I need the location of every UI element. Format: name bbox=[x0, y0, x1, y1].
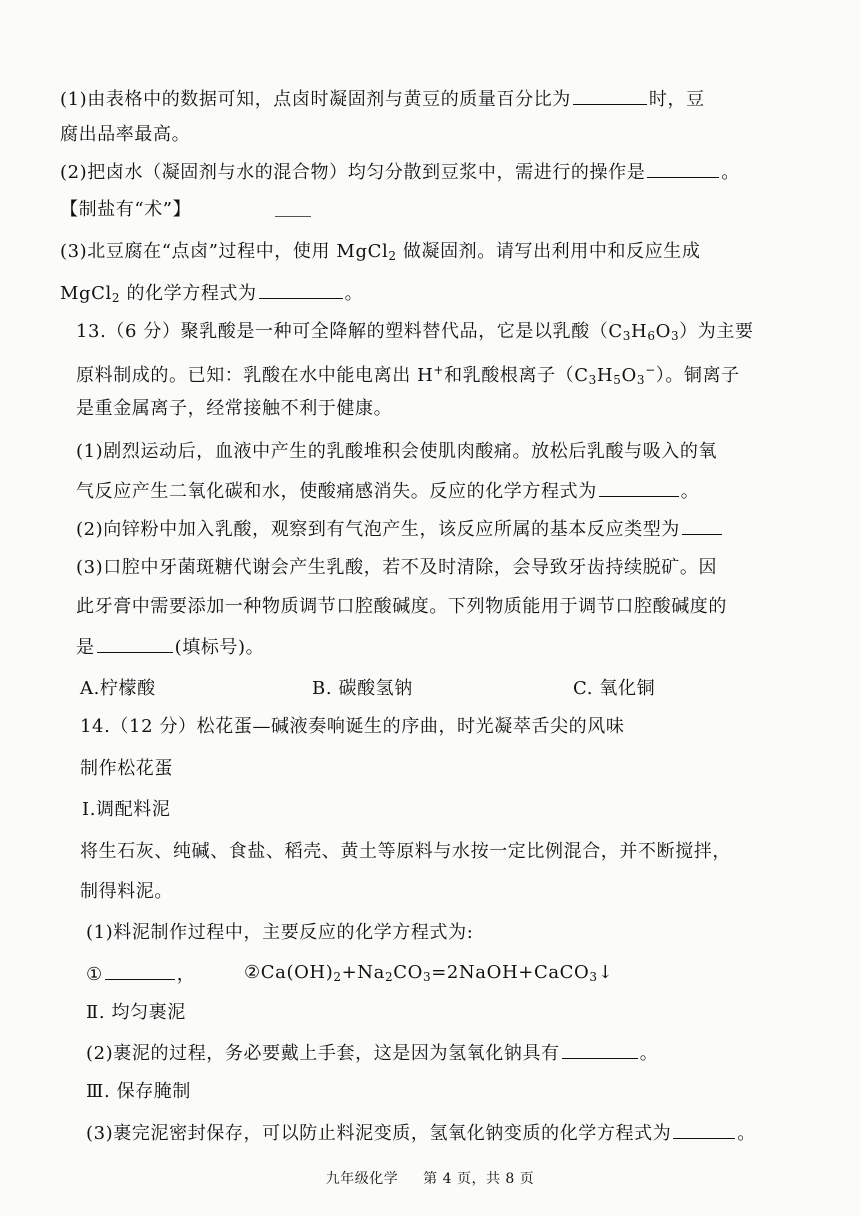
q12-part2-text: (2)把卤水（凝固剂与水的混合物）均匀分散到豆浆中，需进行的操作是 bbox=[60, 162, 646, 183]
comma: ， bbox=[176, 964, 196, 985]
q13-part1-period: 。 bbox=[680, 481, 700, 502]
answer-blank[interactable] bbox=[682, 516, 722, 535]
q14-subtitle bbox=[80, 757, 173, 781]
section-heading-text: 【制盐有“术”】 bbox=[60, 199, 192, 220]
subscript: 6 bbox=[647, 329, 656, 343]
q13-part1-text: (1)剧烈运动后，血液中产生的乳酸堆积会使肌肉酸痛。放松后乳酸与吸入的氧 bbox=[76, 441, 718, 462]
footer-page-number: 第 4 页，共 8 页 bbox=[423, 1171, 535, 1187]
option-a[interactable] bbox=[80, 677, 156, 701]
option-b[interactable] bbox=[312, 677, 413, 701]
subscript: 3 bbox=[589, 970, 598, 984]
answer-blank[interactable] bbox=[599, 478, 679, 497]
step2-heading-text: Ⅱ. 均匀裹泥 bbox=[86, 1002, 186, 1023]
formula-part: H bbox=[596, 365, 614, 386]
q14-part1 bbox=[86, 921, 473, 945]
q13-part1-text-b: 气反应产生二氧化碳和水，使酸痛感消失。反应的化学方程式为 bbox=[76, 481, 597, 502]
footer-subject: 九年级化学 bbox=[325, 1171, 399, 1187]
step1-text: 将生石灰、纯碱、食盐、稻壳、黄土等原料与水按一定比例混合，并不断搅拌， bbox=[80, 841, 731, 862]
step1-text-b: 制得料泥。 bbox=[80, 881, 173, 902]
q14-step1-line1 bbox=[80, 840, 731, 864]
superscript: + bbox=[433, 363, 445, 377]
formula-part: =2NaOH+CaCO bbox=[431, 962, 590, 983]
q12-part3-text: (3)北豆腐在“点卤”过程中，使用 MgCl bbox=[60, 241, 389, 262]
subscript: 3 bbox=[588, 373, 597, 387]
q12-part1-text: (1)由表格中的数据可知，点卤时凝固剂与黄豆的质量百分比为 bbox=[60, 89, 571, 110]
formula: MgCl bbox=[60, 283, 112, 304]
option-c-label: C. 氧化铜 bbox=[573, 678, 656, 699]
subscript: 2 bbox=[388, 249, 397, 263]
q13-part1-line1 bbox=[76, 440, 717, 464]
q14-equation-1 bbox=[86, 961, 195, 987]
q12-part3-text-c: 的化学方程式为 bbox=[120, 283, 257, 304]
option-a-label: A.柠檬酸 bbox=[80, 678, 156, 699]
q14-part3 bbox=[86, 1120, 756, 1146]
q14-part2-text: (2)裹泥的过程，务必要戴上手套，这是因为氢氧化钠具有 bbox=[86, 1043, 560, 1064]
formula-part: H bbox=[631, 321, 648, 342]
subscript: 3 bbox=[622, 329, 632, 343]
q13-stem-text: 是重金属离子，经常接触不利于健康。 bbox=[76, 398, 393, 419]
subscript: 3 bbox=[636, 373, 646, 387]
step3-heading-text: Ⅲ. 保存腌制 bbox=[86, 1081, 192, 1102]
formula-part: +Na bbox=[341, 962, 385, 983]
scratch-mark bbox=[275, 215, 311, 217]
q14-part3-period: 。 bbox=[737, 1123, 756, 1144]
q13-part3-text-d: (填标号)。 bbox=[174, 637, 265, 658]
q12-part1-text-cont: 腐出品率最高。 bbox=[60, 124, 191, 145]
page-footer bbox=[0, 1168, 860, 1188]
q13-stem-text: 原料制成的。已知：乳酸在水中能电离出 H bbox=[76, 365, 434, 386]
subscript: 2 bbox=[111, 291, 121, 305]
q13-part1-line2 bbox=[76, 478, 699, 504]
q13-stem-text: 13.（6 分）聚乳酸是一种可全降解的塑料替代品，它是以乳酸（C bbox=[76, 321, 623, 342]
formula-part: O bbox=[621, 365, 637, 386]
superscript: − bbox=[645, 363, 656, 377]
q13-part2 bbox=[76, 516, 724, 542]
step1-heading-text: Ⅰ.调配料泥 bbox=[82, 799, 171, 820]
q13-stem-text-c: ）。铜离子 bbox=[655, 365, 740, 386]
q14-step2-heading bbox=[86, 1001, 186, 1025]
q12-part3-line2 bbox=[60, 280, 363, 310]
q14-subtitle-text: 制作松花蛋 bbox=[80, 758, 173, 779]
q13-part3-text: (3)口腔中牙菌斑糖代谢会产生乳酸，若不及时清除，会导致牙齿持续脱矿。因 bbox=[76, 557, 718, 578]
q14-part2-period: 。 bbox=[639, 1043, 659, 1064]
answer-blank[interactable] bbox=[259, 280, 343, 299]
formula-part: O bbox=[655, 321, 671, 342]
q12-part2-period: 。 bbox=[721, 162, 740, 183]
answer-blank[interactable] bbox=[562, 1040, 638, 1059]
q13-stem-line3 bbox=[76, 397, 392, 421]
subscript: 3 bbox=[422, 970, 432, 984]
subscript: 2 bbox=[333, 970, 342, 984]
q13-stem-line2 bbox=[76, 358, 740, 392]
q13-part3-line1 bbox=[76, 556, 717, 580]
q14-equation-2 bbox=[244, 961, 613, 989]
q14-step1-heading bbox=[82, 798, 170, 822]
answer-blank[interactable] bbox=[647, 159, 719, 178]
q13-stem-text-end: ）为主要 bbox=[679, 321, 754, 342]
q14-title bbox=[80, 715, 624, 739]
answer-blank[interactable] bbox=[97, 634, 173, 653]
q12-part3-text-b: 做凝固剂。请写出利用中和反应生成 bbox=[396, 241, 701, 262]
answer-blank[interactable] bbox=[573, 86, 647, 105]
q12-part3-period: 。 bbox=[344, 283, 364, 304]
q12-part3-line1 bbox=[60, 240, 700, 268]
q13-part2-text: (2)向锌粉中加入乳酸，观察到有气泡产生，该反应所属的基本反应类型为 bbox=[76, 519, 680, 540]
q14-part1-text: (1)料泥制作过程中，主要反应的化学方程式为: bbox=[86, 922, 474, 943]
circled-one: ① bbox=[86, 964, 103, 985]
q13-part3-line3 bbox=[76, 634, 264, 660]
q12-part1-line2 bbox=[60, 123, 190, 147]
formula-part: CO bbox=[393, 962, 423, 983]
q12-part2 bbox=[60, 159, 740, 185]
answer-blank[interactable] bbox=[673, 1120, 735, 1139]
option-b-label: B. 碳酸氢钠 bbox=[312, 678, 413, 699]
option-c[interactable] bbox=[573, 677, 655, 701]
q13-stem-text-b: 和乳酸根离子（C bbox=[444, 365, 589, 386]
q12-part1-text-end: 时，豆 bbox=[648, 89, 705, 110]
subscript: 3 bbox=[670, 329, 680, 343]
q14-part3-text: (3)裹完泥密封保存，可以防止料泥变质，氢氧化钠变质的化学方程式为 bbox=[86, 1123, 672, 1144]
q13-stem-line1 bbox=[76, 320, 754, 348]
q13-part3-line2 bbox=[76, 595, 727, 619]
formula-part: ②Ca(OH) bbox=[244, 962, 334, 983]
q14-title-text: 14.（12 分）松花蛋—碱液奏响诞生的序曲，时光凝萃舌尖的风味 bbox=[80, 716, 625, 737]
q14-part2 bbox=[86, 1040, 658, 1066]
section-heading bbox=[60, 198, 191, 222]
q13-part3-text-c: 是 bbox=[76, 637, 95, 658]
precipitate-arrow: ↓ bbox=[597, 962, 614, 983]
q12-part1-line1 bbox=[60, 86, 705, 112]
subscript: 2 bbox=[384, 970, 394, 984]
q13-part3-text-b: 此牙膏中需要添加一种物质调节口腔酸碱度。下列物质能用于调节口腔酸碱度的 bbox=[76, 596, 727, 617]
q14-step1-line2 bbox=[80, 880, 173, 904]
answer-blank[interactable] bbox=[105, 961, 175, 980]
q14-step3-heading bbox=[86, 1080, 191, 1104]
subscript: 5 bbox=[613, 373, 622, 387]
